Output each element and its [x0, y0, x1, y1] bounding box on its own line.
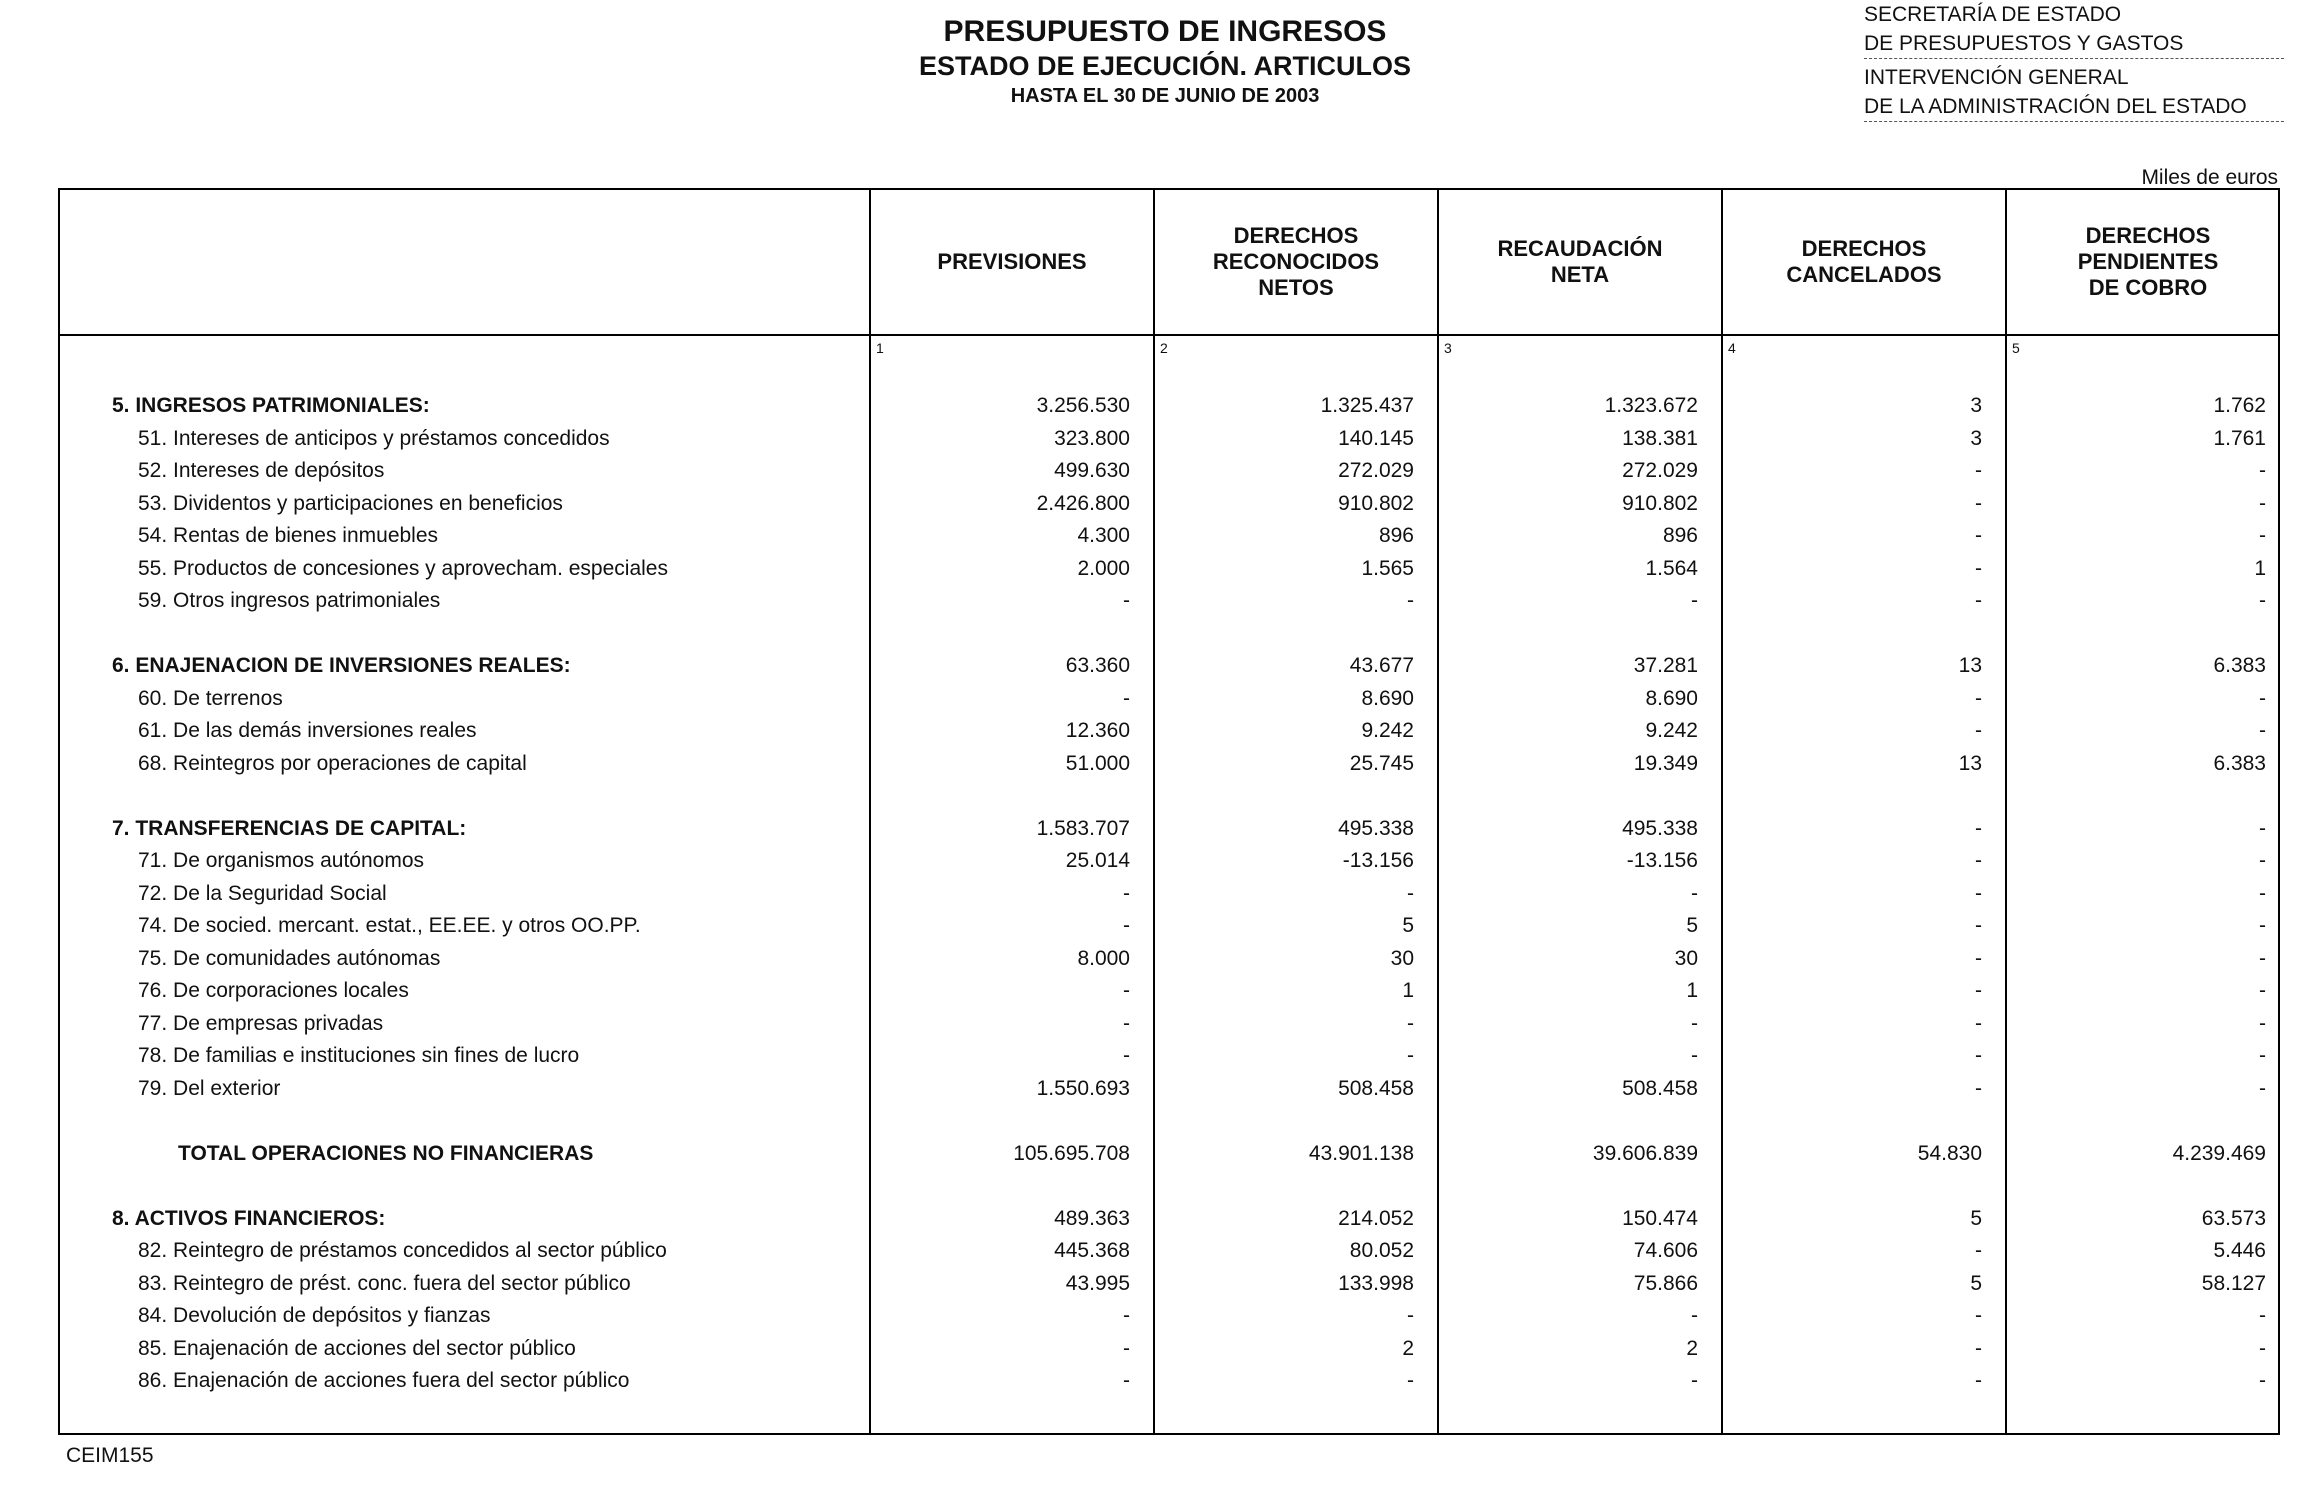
- cell-value: 896: [1378, 524, 1414, 547]
- table-row: [60, 1235, 2278, 1267]
- table-row: [60, 1008, 2278, 1040]
- column-header: DERECHOS RECONOCIDOS NETOS: [1212, 223, 1380, 300]
- cell-value: -: [1975, 1239, 1982, 1262]
- cell-value: 1.583.707: [1036, 816, 1130, 840]
- cell-value: -: [1123, 1044, 1130, 1067]
- cell-value: 138.381: [1622, 426, 1698, 450]
- cell-value: 1: [1402, 979, 1414, 1002]
- cell-value: 495.338: [1338, 816, 1414, 840]
- cell-value: -: [1975, 1304, 1982, 1327]
- cell-value: -: [1123, 686, 1130, 710]
- cell-value: -13.156: [1626, 849, 1698, 872]
- column-divider: [2005, 190, 2007, 1433]
- column-number: 4: [1728, 340, 1736, 356]
- report-date: HASTA EL 30 DE JUNIO DE 2003: [1010, 85, 1320, 107]
- cell-value: 37.281: [1633, 654, 1698, 677]
- cell-value: 9.242: [1645, 719, 1698, 742]
- cell-value: -: [1407, 1044, 1414, 1067]
- row-label: 74. De socied. mercant. estat., EE.EE. y otros OO.PP.: [138, 914, 641, 937]
- cell-value: -: [2259, 1011, 2266, 1035]
- cell-value: -: [2259, 524, 2266, 547]
- section-row: [60, 813, 2278, 845]
- row-label: 83. Reintegro de prést. conc. fuera del sector público: [138, 1271, 631, 1295]
- cell-value: -: [1975, 946, 1982, 970]
- cell-value: 499.630: [1054, 459, 1130, 482]
- column-number: 3: [1444, 340, 1452, 356]
- section-row: [60, 390, 2278, 422]
- cell-value: 495.338: [1622, 816, 1698, 840]
- table-row: [60, 1268, 2278, 1300]
- cell-value: 75.866: [1633, 1271, 1698, 1295]
- row-label: 85. Enajenación de acciones del sector público: [138, 1336, 576, 1360]
- cell-value: 1.325.437: [1320, 394, 1414, 417]
- cell-value: 1.564: [1645, 556, 1698, 580]
- cell-value: -: [1407, 589, 1414, 612]
- cell-value: -: [1975, 1011, 1982, 1035]
- table-row: [60, 715, 2278, 747]
- cell-value: 30: [1390, 946, 1414, 970]
- section-row: [60, 1203, 2278, 1235]
- cell-value: 5.446: [2213, 1239, 2266, 1262]
- table-row: [60, 910, 2278, 942]
- cell-value: -: [2259, 1336, 2266, 1360]
- cell-value: 8.690: [1645, 686, 1698, 710]
- cell-value: 63.573: [2201, 1206, 2266, 1230]
- table-row: [60, 553, 2278, 585]
- table-row: [60, 1333, 2278, 1365]
- document-code: CEIM155: [66, 1444, 154, 1467]
- cell-value: 19.349: [1633, 751, 1698, 775]
- cell-value: 1.550.693: [1036, 1076, 1130, 1100]
- row-label: 6. ENAJENACION DE INVERSIONES REALES:: [112, 654, 571, 677]
- cell-value: -: [1975, 589, 1982, 612]
- cell-value: 54.830: [1917, 1141, 1982, 1165]
- row-label: 7. TRANSFERENCIAS DE CAPITAL:: [112, 816, 467, 840]
- cell-value: -: [1407, 1304, 1414, 1327]
- cell-value: 58.127: [2201, 1271, 2266, 1295]
- cell-value: 133.998: [1338, 1271, 1414, 1295]
- cell-value: 6.383: [2213, 654, 2266, 677]
- cell-value: -: [2259, 1044, 2266, 1067]
- cell-value: -: [1975, 1076, 1982, 1100]
- cell-value: -: [2259, 1369, 2266, 1392]
- cell-value: 1: [2254, 556, 2266, 580]
- table-row: [60, 520, 2278, 552]
- column-header: PREVISIONES: [937, 249, 1087, 274]
- cell-value: -: [1975, 1369, 1982, 1392]
- cell-value: -: [2259, 849, 2266, 872]
- cell-value: 4.239.469: [2172, 1141, 2266, 1165]
- cell-value: -: [1123, 1369, 1130, 1392]
- column-header: DERECHOS PENDIENTES DE COBRO: [2077, 223, 2219, 300]
- cell-value: -: [1691, 1369, 1698, 1392]
- row-label: 82. Reintegro de préstamos concedidos al sector público: [138, 1239, 667, 1262]
- cell-value: 508.458: [1338, 1076, 1414, 1100]
- org-line-3: INTERVENCIÓN GENERAL: [1864, 66, 2129, 89]
- table-row: [60, 845, 2278, 877]
- row-label: 76. De corporaciones locales: [138, 979, 409, 1002]
- cell-value: 1: [1686, 979, 1698, 1002]
- cell-value: 214.052: [1338, 1206, 1414, 1230]
- report-title-block: [800, 14, 1530, 110]
- cell-value: -: [2259, 979, 2266, 1002]
- report-subtitle: ESTADO DE EJECUCIÓN. ARTICULOS: [918, 51, 1412, 81]
- cell-value: -: [1123, 1336, 1130, 1360]
- cell-value: -: [2259, 719, 2266, 742]
- column-number: 1: [876, 340, 884, 356]
- cell-value: -: [2259, 881, 2266, 905]
- cell-value: 508.458: [1622, 1076, 1698, 1100]
- cell-value: -: [2259, 589, 2266, 612]
- table-row: [60, 455, 2278, 487]
- row-label: 55. Productos de concesiones y aprovecham. especiales: [138, 556, 668, 580]
- table-row: [60, 1073, 2278, 1105]
- header-divider: [60, 334, 2278, 336]
- cell-value: 5: [1970, 1206, 1982, 1230]
- table-row: [60, 878, 2278, 910]
- cell-value: 5: [1970, 1271, 1982, 1295]
- total-row: [60, 1138, 2278, 1170]
- cell-value: -: [2259, 1304, 2266, 1327]
- cell-value: 43.677: [1349, 654, 1414, 677]
- cell-value: 2: [1686, 1336, 1698, 1360]
- table-row: [60, 1300, 2278, 1332]
- org-line-4: DE LA ADMINISTRACIÓN DEL ESTADO: [1864, 92, 2284, 122]
- cell-value: -: [1975, 881, 1982, 905]
- cell-value: 1.323.672: [1604, 394, 1698, 417]
- cell-value: -: [2259, 1076, 2266, 1100]
- cell-value: -: [1691, 1011, 1698, 1035]
- cell-value: -13.156: [1342, 849, 1414, 872]
- cell-value: 13: [1958, 654, 1982, 677]
- column-number: 5: [2012, 340, 2020, 356]
- cell-value: -: [1691, 1304, 1698, 1327]
- cell-value: -: [2259, 491, 2266, 515]
- cell-value: -: [1123, 589, 1130, 612]
- table-row: [60, 423, 2278, 455]
- row-label: 8. ACTIVOS FINANCIEROS:: [112, 1206, 386, 1230]
- cell-value: 150.474: [1622, 1206, 1698, 1230]
- cell-value: 63.360: [1065, 654, 1130, 677]
- column-divider: [869, 190, 871, 1433]
- row-label: 71. De organismos autónomos: [138, 849, 424, 872]
- cell-value: 3: [1970, 426, 1982, 450]
- cell-value: 5: [1402, 914, 1414, 937]
- cell-value: -: [1691, 881, 1698, 905]
- cell-value: 39.606.839: [1592, 1141, 1698, 1165]
- cell-value: -: [2259, 914, 2266, 937]
- cell-value: 74.606: [1633, 1239, 1698, 1262]
- row-label: 60. De terrenos: [138, 686, 283, 710]
- cell-value: 2: [1402, 1336, 1414, 1360]
- cell-value: -: [1975, 686, 1982, 710]
- cell-value: 9.242: [1361, 719, 1414, 742]
- cell-value: 445.368: [1054, 1239, 1130, 1262]
- cell-value: -: [2259, 686, 2266, 710]
- column-divider: [1153, 190, 1155, 1433]
- units-label: Miles de euros: [2141, 166, 2278, 189]
- row-label: 53. Dividentos y participaciones en beneficios: [138, 491, 563, 515]
- cell-value: 25.745: [1349, 751, 1414, 775]
- cell-value: 489.363: [1054, 1206, 1130, 1230]
- table-row: [60, 1040, 2278, 1072]
- cell-value: 2.426.800: [1036, 491, 1130, 515]
- report-title: PRESUPUESTO DE INGRESOS: [943, 15, 1387, 48]
- cell-value: 910.802: [1338, 491, 1414, 515]
- cell-value: -: [2259, 459, 2266, 482]
- cell-value: 1.761: [2213, 426, 2266, 450]
- row-label: 78. De familias e instituciones sin fines de lucro: [138, 1044, 580, 1067]
- cell-value: -: [1975, 1336, 1982, 1360]
- cell-value: -: [1123, 914, 1130, 937]
- cell-value: -: [1407, 1011, 1414, 1035]
- cell-value: -: [1407, 881, 1414, 905]
- cell-value: 272.029: [1338, 459, 1414, 482]
- cell-value: 25.014: [1065, 849, 1130, 872]
- cell-value: -: [1691, 589, 1698, 612]
- cell-value: -: [1975, 849, 1982, 872]
- row-label: 72. De la Seguridad Social: [138, 881, 387, 905]
- table-row: [60, 488, 2278, 520]
- budget-table: [58, 188, 2280, 1435]
- cell-value: 272.029: [1622, 459, 1698, 482]
- row-label: 75. De comunidades autónomas: [138, 946, 441, 970]
- cell-value: -: [2259, 946, 2266, 970]
- organization-block: [1864, 0, 2284, 122]
- org-line-1: SECRETARÍA DE ESTADO: [1864, 3, 2122, 26]
- table-row: [60, 943, 2278, 975]
- cell-value: 140.145: [1338, 426, 1414, 450]
- cell-value: -: [1975, 491, 1982, 515]
- cell-value: -: [1975, 719, 1982, 742]
- cell-value: 4.300: [1077, 524, 1130, 547]
- cell-value: 2.000: [1077, 556, 1130, 580]
- cell-value: -: [1975, 556, 1982, 580]
- cell-value: 8.000: [1077, 946, 1130, 970]
- cell-value: 910.802: [1622, 491, 1698, 515]
- row-label: 68. Reintegros por operaciones de capital: [138, 751, 527, 775]
- org-line-2: DE PRESUPUESTOS Y GASTOS: [1864, 29, 2284, 59]
- row-label: 5. INGRESOS PATRIMONIALES:: [112, 394, 430, 417]
- row-label: TOTAL OPERACIONES NO FINANCIERAS: [178, 1141, 594, 1165]
- cell-value: 43.995: [1065, 1271, 1130, 1295]
- column-header: RECAUDACIÓN NETA: [1497, 236, 1663, 287]
- cell-value: -: [1691, 1044, 1698, 1067]
- column-number: 2: [1160, 340, 1168, 356]
- row-label: 51. Intereses de anticipos y préstamos concedidos: [138, 426, 610, 450]
- cell-value: -: [1975, 459, 1982, 482]
- cell-value: 896: [1662, 524, 1698, 547]
- cell-value: 1.565: [1361, 556, 1414, 580]
- table-row: [60, 1365, 2278, 1397]
- row-label: 79. Del exterior: [138, 1076, 281, 1100]
- cell-value: -: [1975, 914, 1982, 937]
- cell-value: 12.360: [1065, 719, 1130, 742]
- cell-value: 43.901.138: [1308, 1141, 1414, 1165]
- section-row: [60, 650, 2278, 682]
- cell-value: -: [1123, 1304, 1130, 1327]
- row-label: 54. Rentas de bienes inmuebles: [138, 524, 439, 547]
- column-header: DERECHOS CANCELADOS: [1786, 236, 1942, 287]
- cell-value: -: [1123, 1011, 1130, 1035]
- table-row: [60, 585, 2278, 617]
- cell-value: -: [1975, 524, 1982, 547]
- cell-value: -: [2259, 816, 2266, 840]
- cell-value: 323.800: [1054, 426, 1130, 450]
- cell-value: 51.000: [1065, 751, 1130, 775]
- cell-value: -: [1123, 881, 1130, 905]
- row-label: 52. Intereses de depósitos: [138, 459, 385, 482]
- column-divider: [1437, 190, 1439, 1433]
- cell-value: 3: [1970, 394, 1982, 417]
- cell-value: 6.383: [2213, 751, 2266, 775]
- cell-value: 8.690: [1361, 686, 1414, 710]
- cell-value: 105.695.708: [1013, 1141, 1130, 1165]
- row-label: 61. De las demás inversiones reales: [138, 719, 477, 742]
- cell-value: 3.256.530: [1036, 394, 1130, 417]
- column-divider: [1721, 190, 1723, 1433]
- row-label: 77. De empresas privadas: [138, 1011, 384, 1035]
- table-row: [60, 748, 2278, 780]
- row-label: 86. Enajenación de acciones fuera del sector público: [138, 1369, 630, 1392]
- table-row: [60, 683, 2278, 715]
- row-label: 84. Devolución de depósitos y fianzas: [138, 1304, 491, 1327]
- cell-value: 1.762: [2213, 394, 2266, 417]
- cell-value: -: [1975, 1044, 1982, 1067]
- cell-value: 5: [1686, 914, 1698, 937]
- row-label: 59. Otros ingresos patrimoniales: [138, 589, 441, 612]
- cell-value: 30: [1674, 946, 1698, 970]
- cell-value: -: [1123, 979, 1130, 1002]
- cell-value: -: [1975, 816, 1982, 840]
- cell-value: 13: [1958, 751, 1982, 775]
- table-row: [60, 975, 2278, 1007]
- cell-value: -: [1975, 979, 1982, 1002]
- cell-value: 80.052: [1349, 1239, 1414, 1262]
- cell-value: -: [1407, 1369, 1414, 1392]
